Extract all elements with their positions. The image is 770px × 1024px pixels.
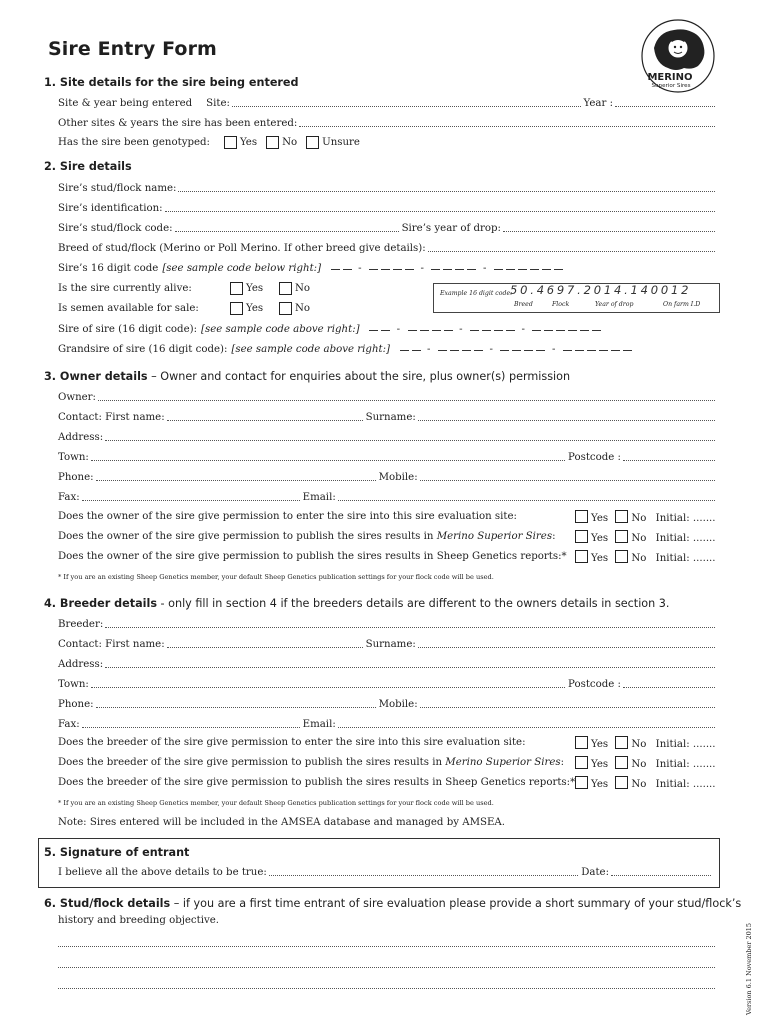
sire-alive-yes-label: Yes — [246, 283, 264, 294]
breeder-town-row — [58, 675, 718, 691]
breeder-perm-sg-initial[interactable]: Initial: ....... — [655, 779, 716, 790]
owner-phone-field[interactable] — [96, 479, 376, 481]
sire-code16-field[interactable]: - - - — [329, 262, 564, 275]
breeder-perm-sg-no-label: No — [631, 779, 647, 790]
sire-of-sire-label: Sire of sire (16 digit code): — [58, 324, 198, 335]
owner-town-row — [58, 448, 718, 464]
owner-town-label: Town: — [58, 452, 89, 463]
breeder-perm-sg-yes-label: Yes — [591, 779, 609, 790]
sample-cap-id: On farm I.D — [663, 301, 701, 308]
owner-perm-sg-options — [575, 550, 716, 564]
signature-row — [58, 863, 714, 879]
version-wrap — [745, 915, 757, 1015]
breeder-perm-sg-label: Does the breeder of the sire give permission to publish the sires results in Sheep Genetics reports:* — [58, 777, 576, 788]
sire-stud-name-row — [58, 179, 718, 195]
section-4-title: 4. Breeder details — [44, 597, 157, 610]
section-6-subtitle-line2: history and breeding objective. — [58, 915, 220, 926]
breeder-perm-enter-no-label: No — [631, 739, 647, 750]
owner-perm-mss-italic: Merino Superior Sires — [436, 531, 553, 542]
sire-stud-code-label: Sire’s stud/flock code: — [58, 223, 173, 234]
sire-stud-name-field[interactable] — [178, 190, 715, 192]
owner-label: Owner: — [58, 392, 96, 403]
breeder-first-name-field[interactable] — [167, 646, 363, 648]
genotyped-yes-checkbox[interactable] — [224, 136, 237, 149]
breeder-perm-mss-label — [58, 757, 564, 768]
year-label: Year : — [583, 98, 613, 109]
breeder-address-row — [58, 655, 718, 671]
date-field[interactable] — [611, 874, 711, 876]
owner-perm-mss-no-label: No — [631, 533, 647, 544]
breeder-phone-label: Phone: — [58, 699, 94, 710]
sample-code-label: Example 16 digit code: — [440, 290, 513, 297]
sire-of-sire-field[interactable]: - - - — [368, 323, 603, 336]
owner-phone-label: Phone: — [58, 472, 94, 483]
sire-stud-name-label: Sire’s stud/flock name: — [58, 183, 177, 194]
year-field[interactable] — [615, 105, 715, 107]
breeder-email-label: Email: — [302, 719, 336, 730]
breeder-label: Breeder: — [58, 619, 104, 630]
section-2-heading: 2. Sire details — [44, 160, 132, 173]
owner-perm-enter-no-checkbox[interactable] — [615, 510, 628, 523]
owner-perm-sg-yes-label: Yes — [591, 553, 609, 564]
breeder-perm-sg-yes-checkbox[interactable] — [575, 776, 588, 789]
summary-line-2 — [58, 955, 718, 971]
owner-perm-mss-initial[interactable]: Initial: ....... — [655, 533, 716, 544]
site-field[interactable] — [232, 105, 581, 107]
owner-town-field[interactable] — [91, 459, 565, 461]
breeder-perm-enter-options — [575, 736, 716, 750]
breeder-perm-enter-yes-label: Yes — [591, 739, 609, 750]
owner-perm-enter-yes-label: Yes — [591, 513, 609, 524]
amsea-note: Note: Sires entered will be included in the AMSEA database and managed by AMSEA. — [58, 817, 506, 828]
breeder-address-field[interactable] — [105, 666, 715, 668]
owner-fax-label: Fax: — [58, 492, 80, 503]
breeder-perm-mss-yes-label: Yes — [591, 759, 609, 770]
breeder-phone-field[interactable] — [96, 706, 376, 708]
breeder-perm-enter-no-checkbox[interactable] — [615, 736, 628, 749]
breeder-first-name-label: Contact: First name: — [58, 639, 165, 650]
signature-field[interactable] — [269, 874, 578, 876]
owner-perm-enter-yes-checkbox[interactable] — [575, 510, 588, 523]
owner-surname-field[interactable] — [418, 419, 715, 421]
owner-surname-label: Surname: — [365, 412, 416, 423]
owner-mobile-field[interactable] — [420, 479, 715, 481]
breeder-field[interactable] — [105, 626, 715, 628]
summary-field-2[interactable] — [58, 966, 715, 968]
genotyped-no-label: No — [282, 137, 298, 148]
semen-yes-checkbox[interactable] — [230, 302, 243, 315]
breeder-perm-mss-no-checkbox[interactable] — [615, 756, 628, 769]
breeder-address-label: Address: — [58, 659, 104, 670]
section-6-heading — [44, 897, 741, 910]
owner-fax-row — [58, 488, 718, 504]
semen-no-label: No — [295, 303, 311, 314]
owner-row — [58, 388, 718, 404]
breeder-perm-mss-italic: Merino Superior Sires — [445, 757, 561, 768]
sire-code16-row — [58, 259, 718, 275]
sire-identification-field[interactable] — [165, 210, 715, 212]
owner-perm-sg-yes-checkbox[interactable] — [575, 550, 588, 563]
other-sites-label: Other sites & years the sire has been entered: — [58, 118, 298, 129]
section-4-subtitle: - only fill in section 4 if the breeders details are different to the owners details in section 3. — [156, 597, 670, 610]
breeder-town-label: Town: — [58, 679, 89, 690]
owner-address-row — [58, 428, 718, 444]
section-3-title: 3. Owner details — [44, 370, 148, 383]
grandsire-label: Grandsire of sire (16 digit code): — [58, 344, 228, 355]
breeder-surname-label: Surname: — [365, 639, 416, 650]
owner-perm-sg-initial[interactable]: Initial: ....... — [655, 553, 716, 564]
breeder-phone-row — [58, 695, 718, 711]
owner-footnote: * If you are an existing Sheep Genetics member, your default Sheep Genetics publication settings for your flock code will be used. — [58, 573, 494, 581]
summary-field-3[interactable] — [58, 987, 715, 989]
semen-label: Is semen available for sale: — [58, 303, 199, 314]
section-5-heading: 5. Signature of entrant — [44, 846, 190, 859]
owner-address-label: Address: — [58, 432, 104, 443]
owner-phone-row — [58, 468, 718, 484]
owner-perm-sg-no-label: No — [631, 553, 647, 564]
owner-first-name-field[interactable] — [167, 419, 363, 421]
breeder-surname-field[interactable] — [418, 646, 715, 648]
sire-stud-code-row — [58, 219, 718, 235]
owner-first-name-label: Contact: First name: — [58, 412, 165, 423]
breed-row — [58, 239, 718, 255]
breeder-footnote: * If you are an existing Sheep Genetics member, your default Sheep Genetics publication settings for your flock code will be used. — [58, 799, 494, 807]
sire-alive-no-label: No — [295, 283, 311, 294]
owner-field[interactable] — [98, 399, 715, 401]
grandsire-note: [see sample code above right:] — [231, 344, 391, 355]
owner-perm-mss-options — [575, 530, 716, 544]
breeder-fax-row — [58, 715, 718, 731]
owner-perm-mss-colon: : — [552, 531, 556, 542]
sire-alive-yes-checkbox[interactable] — [230, 282, 243, 295]
breed-field[interactable] — [428, 250, 715, 252]
breeder-perm-mss-options — [575, 756, 716, 770]
summary-line-1 — [58, 934, 718, 950]
owner-perm-mss-text: Does the owner of the sire give permission to publish the sires results in — [58, 531, 437, 542]
breeder-mobile-field[interactable] — [420, 706, 715, 708]
breeder-perm-sg-no-checkbox[interactable] — [615, 776, 628, 789]
owner-perm-mss-yes-checkbox[interactable] — [575, 530, 588, 543]
breeder-perm-enter-label: Does the breeder of the sire give permission to enter the sire into this sire evaluation site: — [58, 737, 526, 748]
sire-code16-note: [see sample code below right:] — [162, 263, 322, 274]
owner-perm-enter-initial[interactable]: Initial: ....... — [655, 513, 716, 524]
owner-perm-mss-label — [58, 531, 556, 542]
owner-postcode-field[interactable] — [623, 459, 715, 461]
breeder-perm-mss-colon: : — [560, 757, 565, 768]
year-of-drop-field[interactable] — [503, 230, 715, 232]
logo-sub: Superior Sires — [651, 83, 691, 89]
site-label: Site: — [206, 98, 230, 109]
breeder-contact-row — [58, 635, 718, 651]
owner-perm-sg-label: Does the owner of the sire give permission to publish the sires results in Sheep Genetics reports:* — [58, 551, 567, 562]
breeder-town-field[interactable] — [91, 686, 565, 688]
breeder-postcode-label: Postcode : — [568, 679, 621, 690]
genotyped-row — [58, 133, 718, 149]
sire-of-sire-note: [see sample code above right:] — [201, 324, 360, 335]
summary-line-3 — [58, 976, 718, 992]
owner-email-label: Email: — [302, 492, 336, 503]
logo-brand: MERINO — [647, 72, 693, 83]
grandsire-field[interactable]: - - - — [398, 343, 633, 356]
owner-fax-field[interactable] — [82, 499, 300, 501]
breed-label: Breed of stud/flock (Merino or Poll Merino. If other breed give details): — [58, 243, 426, 254]
breeder-perm-mss-yes-checkbox[interactable] — [575, 756, 588, 769]
site-year-label: Site & year being entered — [58, 98, 193, 109]
site-year-row — [58, 94, 718, 110]
breeder-perm-enter-initial[interactable]: Initial: ....... — [655, 739, 716, 750]
sire-alive-row — [58, 279, 428, 295]
owner-contact-row — [58, 408, 718, 424]
sample-code-digits: 50.4697.2014.140012 — [510, 283, 692, 297]
owner-email-field[interactable] — [338, 499, 715, 501]
owner-perm-mss-yes-label: Yes — [591, 533, 609, 544]
breeder-perm-mss-initial[interactable]: Initial: ....... — [655, 759, 716, 770]
semen-yes-label: Yes — [246, 303, 264, 314]
version-text: Version 6.1 November 2015 — [745, 922, 753, 1015]
section-4-heading — [44, 597, 669, 610]
grandsire-row — [58, 340, 718, 356]
sire-identification-label: Sire’s identification: — [58, 203, 163, 214]
sample-cap-flock: Flock — [552, 301, 570, 308]
owner-perm-enter-label: Does the owner of the sire give permission to enter the sire into this sire evaluation site: — [58, 511, 517, 522]
genotyped-label: Has the sire been genotyped: — [58, 137, 210, 148]
breeder-perm-mss-text: Does the breeder of the sire give permission to publish the sires results in — [58, 757, 446, 768]
owner-postcode-label: Postcode : — [568, 452, 621, 463]
sire-of-sire-row — [58, 320, 718, 336]
sire-code16-label: Sire’s 16 digit code — [58, 263, 159, 274]
section-6-subtitle: – if you are a first time entrant of sire evaluation please provide a short summary of your stud/flock’s — [170, 897, 742, 910]
owner-address-field[interactable] — [105, 439, 715, 441]
semen-row — [58, 299, 428, 315]
year-of-drop-label: Sire’s year of drop: — [401, 223, 501, 234]
section-6-title: 6. Stud/flock details — [44, 897, 171, 910]
genotyped-unsure-label: Unsure — [322, 137, 360, 148]
semen-no-checkbox[interactable] — [279, 302, 292, 315]
owner-perm-sg-no-checkbox[interactable] — [615, 550, 628, 563]
breeder-perm-sg-options — [575, 776, 716, 790]
sire-alive-label: Is the sire currently alive: — [58, 283, 192, 294]
section-3-subtitle: – Owner and contact for enquiries about the sire, plus owner(s) permission — [147, 370, 571, 383]
signature-label: I believe all the above details to be true: — [58, 867, 267, 878]
owner-mobile-label: Mobile: — [378, 472, 418, 483]
breeder-mobile-label: Mobile: — [378, 699, 418, 710]
sire-stud-code-field[interactable] — [175, 230, 399, 232]
breeder-fax-label: Fax: — [58, 719, 80, 730]
section-3-heading — [44, 370, 570, 383]
sire-alive-no-checkbox[interactable] — [279, 282, 292, 295]
genotyped-yes-label: Yes — [239, 137, 258, 148]
breeder-postcode-field[interactable] — [623, 686, 715, 688]
breeder-fax-field[interactable] — [82, 726, 300, 728]
owner-perm-mss-no-checkbox[interactable] — [615, 530, 628, 543]
breeder-perm-mss-no-label: No — [631, 759, 647, 770]
owner-perm-enter-options — [575, 510, 716, 524]
genotyped-unsure-checkbox[interactable] — [306, 136, 319, 149]
sample-cap-year: Year of drop — [595, 301, 634, 308]
date-label: Date: — [581, 867, 609, 878]
page-title: Sire Entry Form — [48, 38, 217, 60]
other-sites-field[interactable] — [299, 125, 715, 127]
section-1-heading: 1. Site details for the sire being entered — [44, 76, 299, 89]
genotyped-no-checkbox[interactable] — [266, 136, 279, 149]
sample-cap-breed: Breed — [514, 301, 533, 308]
summary-field-1[interactable] — [58, 945, 715, 947]
sire-identification-row — [58, 199, 718, 215]
owner-perm-enter-no-label: No — [631, 513, 647, 524]
breeder-email-field[interactable] — [338, 726, 715, 728]
other-sites-row — [58, 114, 718, 130]
breeder-perm-enter-yes-checkbox[interactable] — [575, 736, 588, 749]
breeder-row — [58, 615, 718, 631]
